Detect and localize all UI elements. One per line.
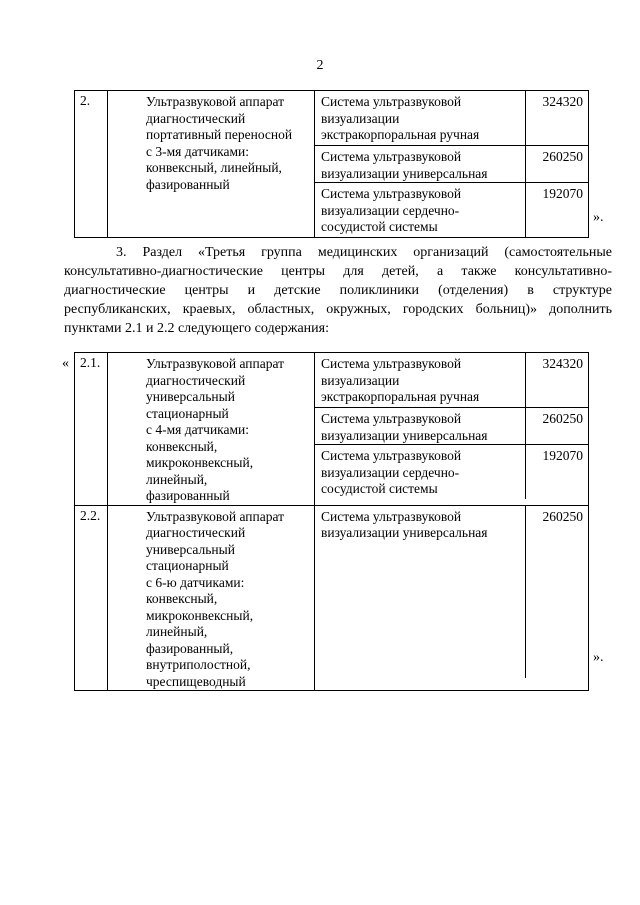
system-row [315,445,589,500]
table-row [75,353,589,506]
systems-cell [315,505,589,691]
device-description: Ультразвуковой аппарат диагностический универсальный стационарный с 6-ю датчиками: конвексный, микроконвексный, линейный, фазированный, внутриполостной, чреспищеводный [108,505,315,691]
system-code: 260250 [525,146,589,183]
table-row [75,91,589,238]
closing-quote: ». [593,210,604,225]
closing-quote: ». [593,650,604,665]
systems-list [315,506,589,678]
opening-quote: « [62,356,69,371]
system-row [315,146,589,183]
systems-list [315,353,589,499]
item-number: 2. [75,91,108,238]
system-code: 324320 [525,91,589,146]
device-description: Ультразвуковой аппарат диагностический универсальный стационарный с 4-мя датчиками: конвексный, микроконвексный, линейный, фазированный [108,353,315,506]
system-name: Система ультразвуковой визуализации универсальная [315,146,525,183]
system-row [315,408,589,445]
system-name: Система ультразвуковой визуализации сердечно- сосудистой системы [321,448,462,496]
system-name: Система ультразвуковой визуализации универсальная [321,508,488,540]
system-code: 192070 [525,445,589,500]
system-name: Система ультразвуковой визуализации экстракорпоральная ручная [315,353,525,408]
system-row [315,506,589,678]
equipment-table-1 [74,90,589,238]
paragraph-section-3 [64,243,612,338]
system-name: Система ультразвуковой визуализации экстракорпоральная ручная [315,91,525,146]
system-row [315,183,589,238]
system-code: 260250 [525,506,589,678]
device-description: Ультразвуковой аппарат диагностический портативный переносной с 3-мя датчиками: конвексный, линейный, фазированный [108,91,315,238]
system-row [315,353,589,408]
item-number: 2.1. [75,353,108,506]
paragraph-text: 3. Раздел «Третья группа медицинских организаций (самостоятельные консультативно-диагностические центры для детей, а также консультативно-диагностические центры и детские поликлиники (отделения) в структуре республиканских, краевых, областных, окружных, городских больниц)» дополнить пунктами 2.1 и 2.2 следующего содержания: [64,245,612,336]
system-code: 192070 [525,183,589,238]
system-code: 324320 [525,353,589,408]
system-name: Система ультразвуковой визуализации универсальная [315,408,525,445]
system-row [315,91,589,146]
page-number: 2 [316,58,324,73]
systems-cell [315,353,589,506]
system-code: 260250 [525,408,589,445]
item-number: 2.2. [75,505,108,691]
system-name: Система ультразвуковой визуализации сердечно- сосудистой системы [321,186,462,234]
systems-list [315,91,589,237]
systems-cell [315,91,589,238]
equipment-table-2 [74,352,589,691]
table-row [75,505,589,691]
